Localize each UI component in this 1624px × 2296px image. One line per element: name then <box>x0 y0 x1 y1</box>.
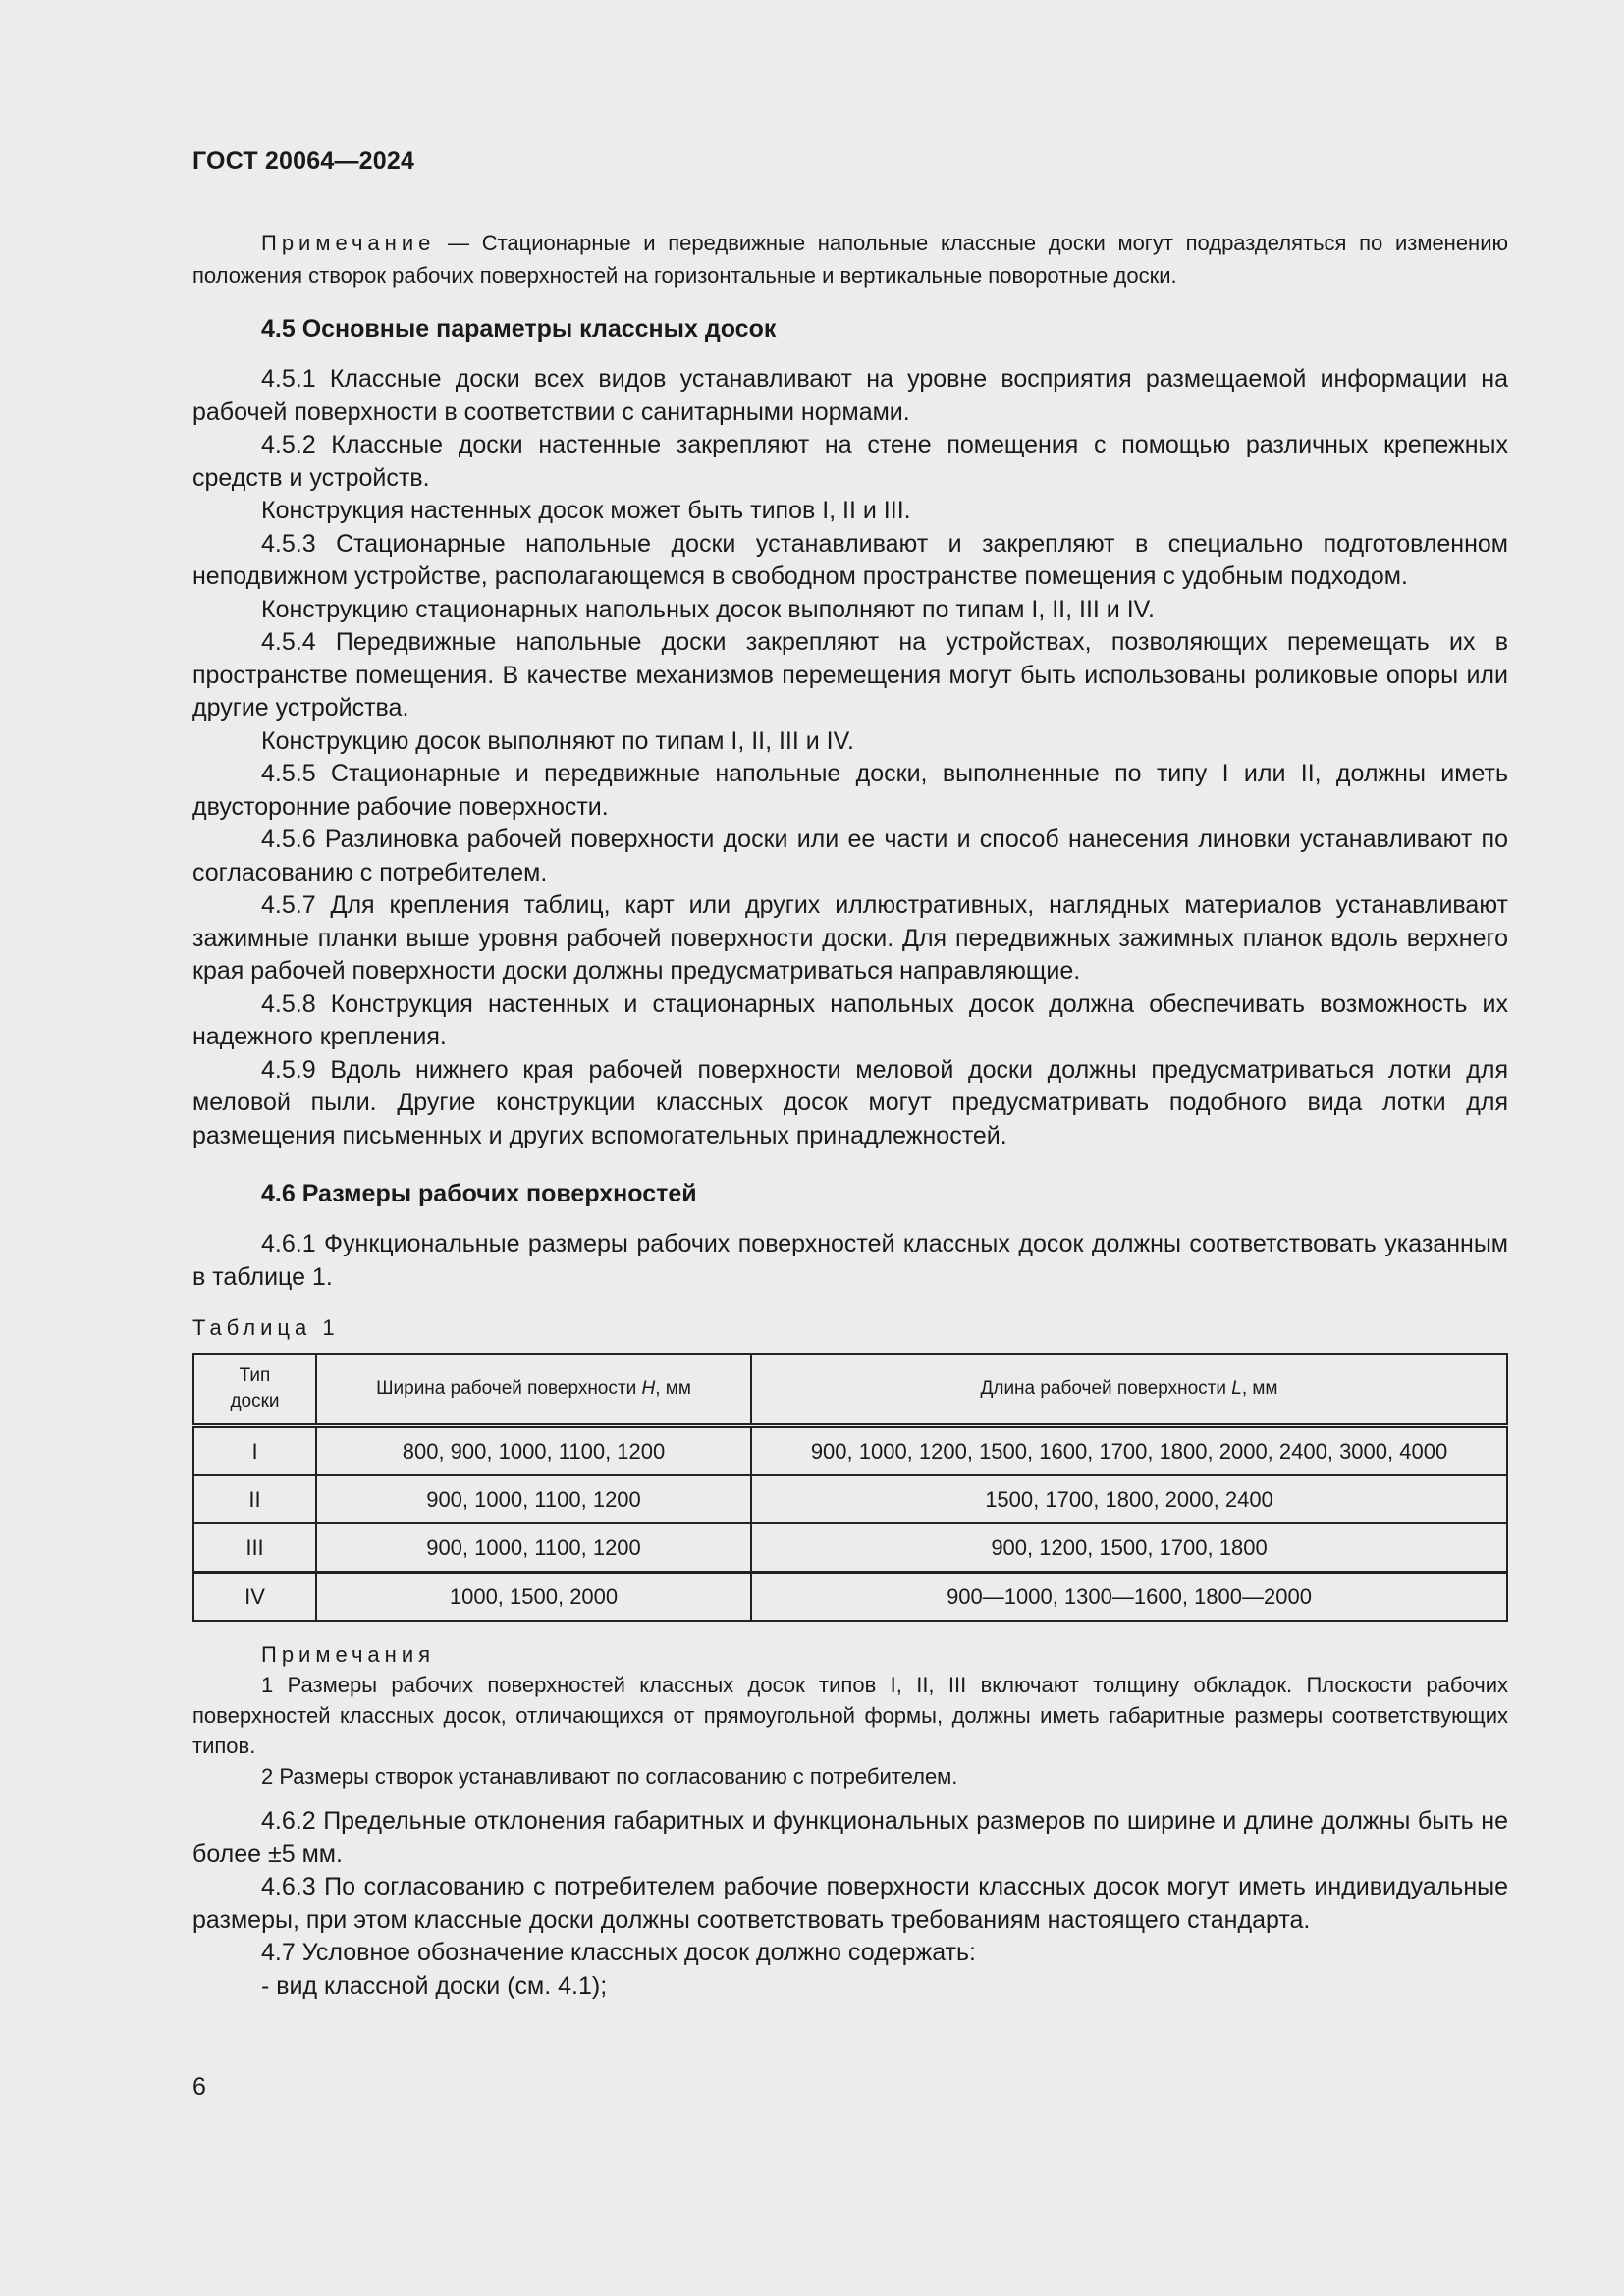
paragraph-4-5-6: 4.5.6 Разлиновка рабочей поверхности доски или ее части и способ нанесения линовки устанавливают по согласованию с потребителем. <box>192 826 1508 886</box>
section-4-6-heading: 4.6 Размеры рабочих поверхностей <box>261 1180 697 1207</box>
cell-width: 900, 1000, 1100, 1200 <box>316 1523 751 1573</box>
table-note-2: 2 Размеры створок устанавливают по согласованию с потребителем. <box>261 1764 958 1789</box>
header-type-line1: Тип <box>239 1365 271 1386</box>
header-width-var: H <box>641 1378 656 1399</box>
document-header: ГОСТ 20064—2024 <box>192 147 415 175</box>
page-number: 6 <box>192 2073 206 2101</box>
cell-type: II <box>193 1475 316 1523</box>
note-label: Примечание <box>261 231 436 255</box>
paragraph-4-5-2: 4.5.2 Классные доски настенные закрепляют на стене помещения с помощью различных крепежных средств и устройств. <box>192 431 1508 492</box>
section-4-5-heading: 4.5 Основные параметры классных досок <box>261 315 777 343</box>
header-width-prefix: Ширина рабочей поверхности <box>376 1378 642 1399</box>
after-table-section <box>192 1805 1508 2002</box>
paragraph-4-5-8: 4.5.8 Конструкция настенных и стационарных напольных досок должна обеспечивать возможность их надежного крепления. <box>192 989 1508 1050</box>
header-length <box>751 1354 1507 1426</box>
header-type-line2: доски <box>230 1391 280 1412</box>
table-row <box>193 1523 1507 1573</box>
cell-length: 900, 1000, 1200, 1500, 1600, 1700, 1800, 2000, 2400, 3000, 4000 <box>751 1426 1507 1476</box>
table-header-row <box>193 1354 1507 1426</box>
cell-width: 800, 900, 1000, 1100, 1200 <box>316 1426 751 1476</box>
header-length-var: L <box>1231 1378 1242 1399</box>
table-notes-title: Примечания <box>261 1642 436 1667</box>
header-length-suffix: , мм <box>1241 1378 1278 1399</box>
table-label: Таблица 1 <box>192 1315 340 1340</box>
cell-width: 1000, 1500, 2000 <box>316 1573 751 1622</box>
table-row <box>193 1573 1507 1622</box>
header-width <box>316 1354 751 1426</box>
cell-length: 1500, 1700, 1800, 2000, 2400 <box>751 1475 1507 1523</box>
paragraph-4-5-7: 4.5.7 Для крепления таблиц, карт или других иллюстративных, наглядных материалов устанавливают зажимные планки выше уровня рабочей поверхности доски. Для передвижных зажимных планок вдоль верхнего края рабочей поверхности доски должны предусматриваться направляющие. <box>192 891 1508 985</box>
paragraph-4-5-1: 4.5.1 Классные доски всех видов устанавливают на уровне восприятия размещаемой информации на рабочей поверхности в соответствии с санитарными нормами. <box>192 365 1508 426</box>
cell-length: 900—1000, 1300—1600, 1800—2000 <box>751 1573 1507 1622</box>
cell-type: IV <box>193 1573 316 1622</box>
paragraph-4-5-2-types: Конструкция настенных досок может быть типов I, II и III. <box>261 497 911 524</box>
document-page <box>192 147 1508 2002</box>
paragraph-4-5-3-types: Конструкцию стационарных напольных досок выполняют по типам I, II, III и IV. <box>261 595 1155 623</box>
paragraph-4-5-4-types: Конструкцию досок выполняют по типам I, II, III и IV. <box>261 726 854 755</box>
paragraph-4-6-3: 4.6.3 По согласованию с потребителем рабочие поверхности классных досок могут иметь индивидуальные размеры, при этом классные доски должны соответствовать требованиям настоящего стандарта. <box>192 1873 1508 1934</box>
paragraph-4-5-9: 4.5.9 Вдоль нижнего края рабочей поверхности меловой доски должны предусматриваться лотки для меловой пыли. Другие конструкции классных досок могут предусматривать подобного вида лотки для размещения письменных и других вспомогательных принадлежностей. <box>192 1055 1508 1149</box>
header-width-suffix: , мм <box>655 1378 691 1399</box>
paragraph-4-7: 4.7 Условное обозначение классных досок должно содержать: <box>261 1939 976 1966</box>
list-item-board-kind: - вид классной доски (см. 4.1); <box>261 1971 608 2000</box>
paragraph-4-6-1: 4.6.1 Функциональные размеры рабочих поверхностей классных досок должны соответствовать указанным в таблице 1. <box>192 1230 1508 1291</box>
table-note-1: 1 Размеры рабочих поверхностей классных досок типов I, II, III включают толщину обкладок. Плоскости рабочих поверхностей классных досок, отличающихся от прямоугольной формы, должны иметь габаритные размеры соответствующих типов. <box>192 1673 1508 1758</box>
paragraph-4-5-3: 4.5.3 Стационарные напольные доски устанавливают и закрепляют в специально подготовленном неподвижном устройстве, располагающемся в свободном пространстве помещения с удобным подходом. <box>192 529 1508 590</box>
paragraph-4-5-5: 4.5.5 Стационарные и передвижные напольные доски, выполненные по типу I или II, должны иметь двусторонние рабочие поверхности. <box>192 760 1508 821</box>
note-text: — Стационарные и передвижные напольные классные доски могут подразделяться по изменению положения створок рабочих поверхностей на горизонтальные и вертикальные поворотные доски. <box>192 231 1508 288</box>
cell-type: III <box>193 1523 316 1573</box>
dimensions-table <box>192 1353 1508 1622</box>
table-notes <box>192 1639 1508 1791</box>
table-row <box>193 1475 1507 1523</box>
paragraph-4-5-4: 4.5.4 Передвижные напольные доски закрепляют на устройствах, позволяющих перемещать их в пространстве помещения. В качестве механизмов перемещения могут быть использованы роликовые опоры или другие устройства. <box>192 628 1508 721</box>
header-board-type <box>193 1354 316 1426</box>
cell-length: 900, 1200, 1500, 1700, 1800 <box>751 1523 1507 1573</box>
header-length-prefix: Длина рабочей поверхности <box>980 1378 1232 1399</box>
cell-width: 900, 1000, 1100, 1200 <box>316 1475 751 1523</box>
note-top <box>192 227 1508 292</box>
paragraph-4-6-2: 4.6.2 Предельные отклонения габаритных и функциональных размеров по ширине и длине должны быть не более ±5 мм. <box>192 1807 1508 1868</box>
table-row <box>193 1426 1507 1476</box>
cell-type: I <box>193 1426 316 1476</box>
